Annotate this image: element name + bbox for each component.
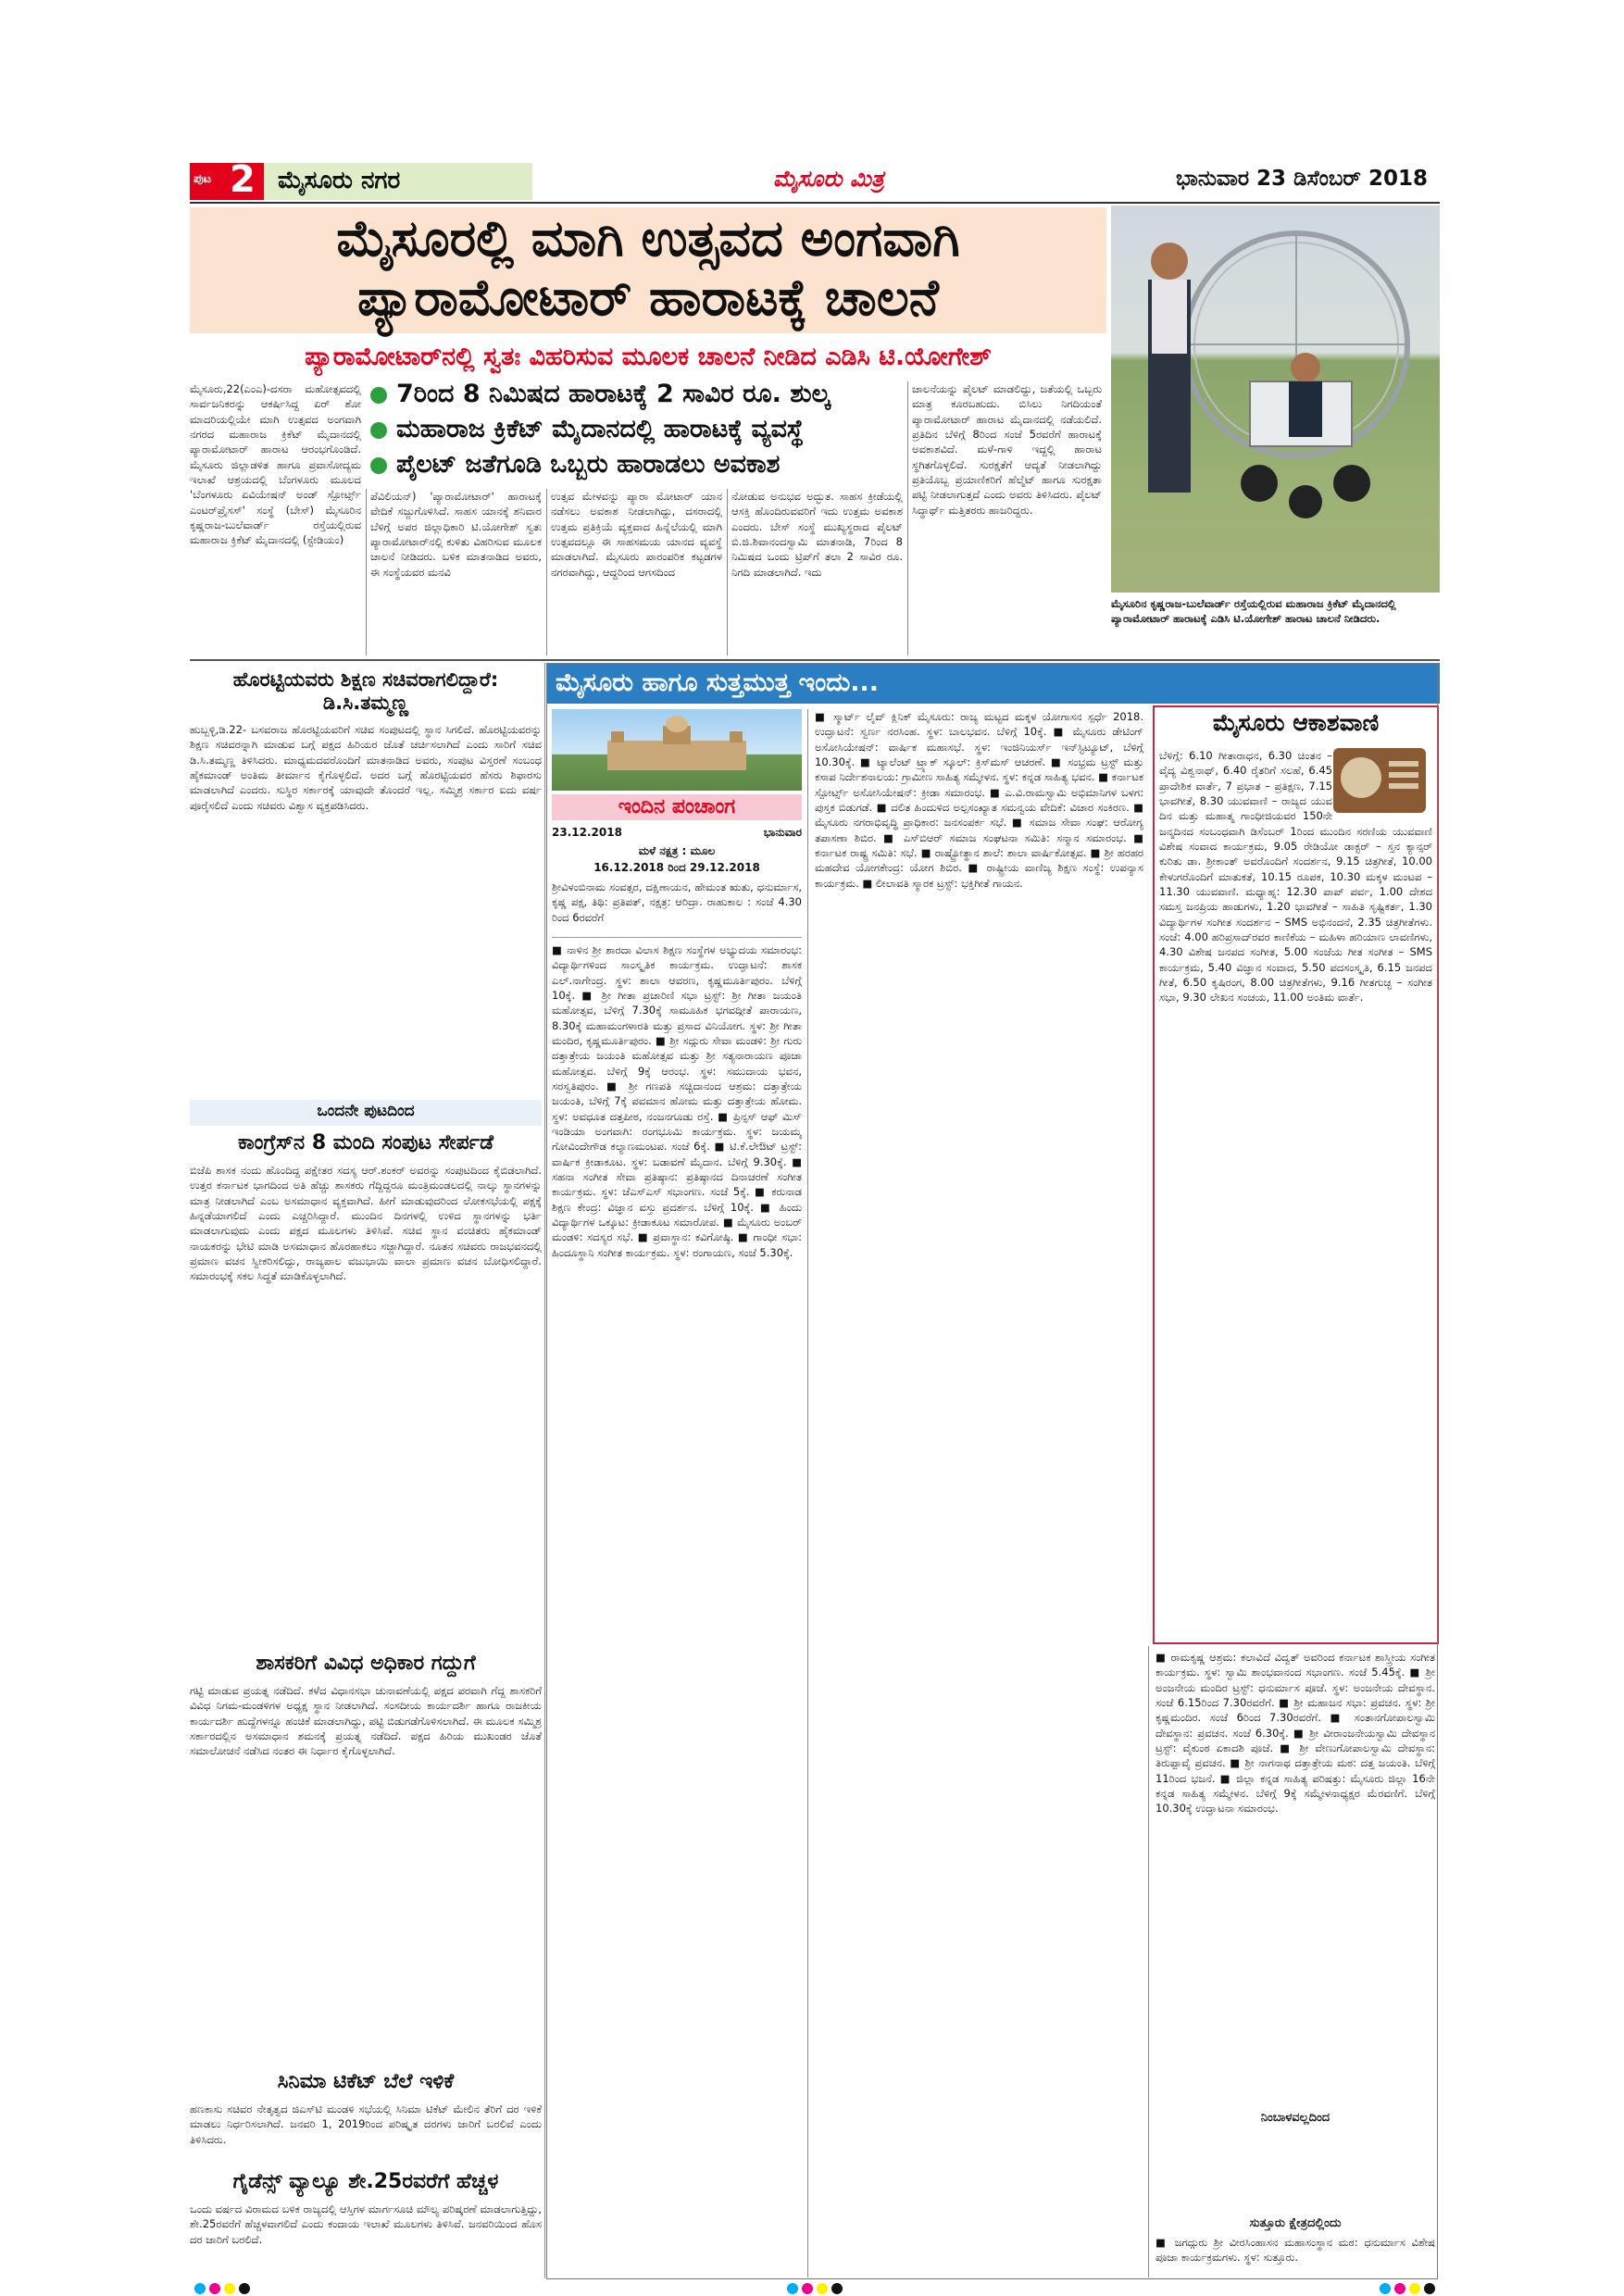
registration-dot-magenta [209, 2283, 220, 2294]
subsection-label: ನಿಂಬಾಳವಲ್ಲದಿಂದ [1260, 2111, 1330, 2125]
radio-schedule-text: ಬೆಳಿಗ್ಗೆ: 6.10 ಗೀತಾರಾಧನ, 6.30 ಚಿಂತನ – ವೈದ್ಯ ವಿಶ್ವನಾಥ್, 6.40 ರೈತರಿಗೆ ಸಲಹೆ, 6.45 ಪ್ರಾದೇಶಿಕ ವಾರ್ತೆ, 7 ಪ್ರಭಾತ – ಪ್ರತಿಕ್ಷಣ, 7.15 ಭಾವಗೀತೆ, 8.30 ಯುವವಾಣಿ – ರಾಜ್ಯದ ಯುವ ದಿನ ಮತ್ತು ಮಹಾತ್ಮ ಗಾಂಧೀಜಿಯವರ 150ನೇ ಜನ್ಮದಿನದ ಸಂಬಂಧವಾಗಿ ಡಿಸೆಂಬರ್ 1ರಿಂದ ಮುಂದಿನ ಸರಣಿಯ ಯುವವಾಣಿ ವಿಶೇಷ ಸಂವಾದ ಕಾರ್ಯಕ್ರಮ, 9.05 ರೇಡಿಯೋ ಡಾಕ್ಟರ್ – ಸ್ತನ ಕ್ಯಾನ್ಸರ್ ಕುರಿತು ಡಾ. ಶ್ರೀಕಾಂತ್ ಅವರೊಂದಿಗೆ ಸಂದರ್ಶನ, 9.15 ಚಿತ್ರಗೀತೆ, 10.00 ಕೇಳುಗರೊಂದಿಗೆ ಮಾತುಕತೆ, 10.15 ರೂಪಕ, 10.30 ಮಕ್ಕಳ ಮಂಟಪ – 11.30 ಯುವವಾಣಿ. ಮಧ್ಯಾಹ್ನ: 12.30 ಪಾಪ್ ಪರ್ವ, 1.00 ದೇಶದ ಸಮಸ್ತ ಜನಪ್ರಿಯ ಹಾಡುಗಳು, 1.20 ಭಾವಗೀತೆ – ಸಾಹಿತಿ ಸೃಷ್ಟಿಕರ್ತ, 1.30 ವಿದ್ಯಾರ್ಥಿಗಳ ಸಂಗೀತ ಸಂದರ್ಶನ – SMS ಅಭಿನಂದನೆ, 2.35 ಚಿತ್ರಗೀತೆಗಳು. ಸಂಜೆ: 4.00 ಹರಿಪ್ರಸಾದ್‌ರವರ ಕಾಣಿಕೆಯ – ಮಹಿಳಾ ಹರಿಯಾಣ ಲಾವಣಿಗಳು, 4.30 ವಿಶೇಷ ಜನಪದ ಸಂಗೀತ, 5.00 ಸಂಜೆಯ ಗೀತ ಸಂಗೀತ – SMS ಕಾರ್ಯಕ್ರಮ, 5.40 ವಿಜ್ಞಾನ ಸಂವಾದ, 5.50 ಪದಸಂಸ್ಕೃತಿ, 6.15 ಜನಪದ ಗೀತೆ, 6.50 ಕೃಷಿರಂಗ, 8.00 ಚಿತ್ರಗೀತೆಗಳು, 9.16 ಗೀತಗುಚ್ಛ – ಸಂಗೀತ ಸಭಾ, 9.30 ಲೇಖನ ಸಂಚಯ, 11.00 ಅಂತಿಮ ವಾರ್ತೆ. [1159, 749, 1432, 1004]
lead-headline-line2: ಪ್ಯಾರಾಮೋಟಾರ್ ಹಾರಾಟಕ್ಕೆ ಚಾಲನೆ [357, 268, 939, 327]
story-hubballi-title: ಹೊರಟ್ಟಿಯವರು ಶಿಕ್ಷಣ ಸಚಿವರಾಗಲಿದ್ದಾರೆ: ಡಿ.ಸಿ.ತಮ್ಮಣ್ಣ [232, 668, 499, 714]
mysore-palace-photo [552, 709, 802, 791]
lead-bullet-2: ಮಹಾರಾಜ ಕ್ರಿಕೆಟ್ ಮೈದಾನದಲ್ಲಿ ಹಾರಾಟಕ್ಕೆ ವ್ಯವಸ್ಥೆ [370, 415, 804, 444]
panchanga-range: 16.12.2018 ರಿಂದ 29.12.2018 [593, 861, 760, 874]
story-guidance-value-title: ಗೈಡೆನ್ಸ್ ವ್ಯಾಲ್ಯೂ ಶೇ.25ರವರೆಗೆ ಹೆಚ್ಚಳ [232, 2170, 499, 2193]
paramotor-photo [1111, 206, 1440, 593]
lead-body-col3: ಉತ್ಸವ ಮೇಳವನ್ನು ಪ್ಯಾರಾ ಮೋಟಾರ್ ಯಾನ ನಡೆಸಲು ಅವಕಾಶ ನೀಡಲಾಗಿದ್ದು, ದಸರಾದಲ್ಲಿ ಉತ್ತಮ ಪ್ರತಿಕ್ರಿಯೆ ವ್ಯಕ್ತವಾದ ಹಿನ್ನೆಲೆಯಲ್ಲಿ ಮಾಗಿ ಉತ್ಸವದಲ್ಲೂ ಈ ಸಾಹಸಮಯ ಯಾನದ ವ್ಯವಸ್ಥೆ ಮಾಡಲಾಗಿದೆ. ಮೈಸೂರು ಪಾರಂಪರಿಕ ಕಟ್ಟಡಗಳ ನಗರವಾಗಿದ್ದು, ಆದ್ದರಿಂದ ಆಗಸದಿಂದ [551, 490, 722, 579]
column-rule [544, 663, 545, 2278]
registration-dot-yellow [224, 2283, 235, 2294]
bullet-dot-icon [370, 422, 387, 439]
column-rule [366, 489, 367, 655]
events-column-c: ■ ರಾಮಕೃಷ್ಣ ಆಶ್ರಮ: ಕಲಾವಿದೆ ವಿದ್ವತ್ ಅವರಿಂದ ಕರ್ನಾಟಕ ಶಾಸ್ತ್ರೀಯ ಸಂಗೀತ ಕಾರ್ಯಕ್ರಮ. ಸ್ಥಳ: ಸ್ವಾಮಿ ಶಾಂಭವಾನಂದ ಸಭಾಂಗಣ. ಸಂಜೆ 5.45ಕ್ಕೆ. ■ ಶ್ರೀ ಅಂಜನೇಯ ಮಂದಿರ ಟ್ರಸ್ಟ್: ಧನುರ್ಮಾಸ ಪೂಜೆ. ಸ್ಥಳ: ಅಂಜನೇಯ ದೇವಸ್ಥಾನ. ಸಂಜೆ 6.15ರಿಂದ 7.30ರವರೆಗೆ. ■ ಶ್ರೀ ಮಹಾಜನ ಸಭಾ: ಪ್ರವಚನ. ಸ್ಥಳ: ಶ್ರೀ ಕೃಷ್ಣಮಂದಿರ. ಸಂಜೆ 6ರಿಂದ 7.30ರವರೆಗೆ. ■ ಸಂತಾನಗೋಪಾಲಸ್ವಾಮಿ ದೇವಸ್ಥಾನ: ಪ್ರವಚನ. ಸಂಜೆ 6.30ಕ್ಕೆ. ■ ಶ್ರೀ ವೀರಾಂಜನೇಯಸ್ವಾಮಿ ದೇವಸ್ಥಾನ ಟ್ರಸ್ಟ್: ವೈಕುಂಠ ಏಕಾದಶಿ ಪೂಜೆ. ■ ಶ್ರೀ ವೇಣುಗೋಪಾಲಸ್ವಾಮಿ ದೇವಸ್ಥಾನ: ತಿರುಪ್ಪಾವೈ ಪ್ರವಚನ. ■ ಶ್ರೀ ನಾಗನಾಥ ದತ್ತಾತ್ರೇಯ ಮಠ: ದತ್ತ ಜಯಂತಿ. ಬೆಳಿಗ್ಗೆ 11ರಿಂದ ಭಜನೆ. ■ ಜಿಲ್ಲಾ ಕನ್ನಡ ಸಾಹಿತ್ಯ ಪರಿಷತ್ತು: ಮೈಸೂರು ಜಿಲ್ಲಾ 16ನೇ ಕನ್ನಡ ಸಾಹಿತ್ಯ ಸಮ್ಮೇಳನ. ಬೆಳಿಗ್ಗೆ 9ಕ್ಕೆ ಸಮ್ಮೇಳನಾಧ್ಯಕ್ಷರ ಮೆರವಣಿಗೆ. ಬೆಳಿಗ್ಗೆ 10.30ಕ್ಕೆ ಉದ್ಘಾಟನಾ ಸಮಾರಂಭ. [1156, 1651, 1435, 1816]
lead-bullet-1: 7ರಿಂದ 8 ನಿಮಿಷದ ಹಾರಾಟಕ್ಕೆ 2 ಸಾವಿರ ರೂ. ಶುಲ್ಕ [370, 380, 831, 409]
masthead: ಮೈಸೂರು ಮಿತ್ರ [773, 165, 884, 192]
registration-dot-black [831, 2283, 843, 2294]
story-guidance-value-body: ಒಂದು ವರ್ಷದ ವಿರಾಮದ ಬಳಿಕ ರಾಜ್ಯದಲ್ಲಿ ಆಸ್ತಿಗಳ ಮಾರ್ಗಸೂಚಿ ಮೌಲ್ಯ ಪರಿಷ್ಕರಣೆ ಮಾಡಲಾಗುತ್ತಿದ್ದು, ಶೇ.25ರವರೆಗೆ ಹೆಚ್ಚಳವಾಗಲಿದೆ ಎಂದು ಕಂದಾಯ ಇಲಾಖೆ ಮೂಲಗಳು ತಿಳಿಸಿವೆ. ಜನವರಿಯಿಂದ ಹೊಸ ದರ ಜಾರಿಗೆ ಬರಲಿದೆ. [190, 2202, 542, 2246]
column-rule [1148, 1646, 1149, 2277]
registration-dot-cyan [787, 2283, 798, 2294]
registration-dot-yellow [1409, 2283, 1420, 2294]
lead-body-col4: ನೋಡುವ ಅನುಭವ ಅದ್ಭುತ. ಸಾಹಸ ಕ್ರೀಡೆಯಲ್ಲಿ ಆಸಕ್ತಿ ಹೊಂದಿರುವವರಿಗೆ ಇದು ಉತ್ತಮ ಅವಕಾಶ ಎಂದರು. ಬೇಸ್ ಸಂಸ್ಥೆ ಮುಖ್ಯಸ್ಥರಾದ ಪೈಲಟ್ ಬಿ.ಜಿ.ಶಿವಾನಂದಸ್ವಾಮಿ ಮಾತನಾಡಿ, 7ರಿಂದ 8 ನಿಮಿಷದ ಒಂದು ಟ್ರಿಪ್‌ಗೆ ತಲಾ 2 ಸಾವಿರ ರೂ. ನಿಗದಿ ಮಾಡಲಾಗಿದೆ. ಇದು [731, 490, 903, 579]
story-hubballi-body: ಹುಬ್ಬಳ್ಳಿ,ಡಿ.22- ಬಸವರಾಜ ಹೊರಟ್ಟಿಯವರಿಗೆ ಸಚಿವ ಸಂಪುಟದಲ್ಲಿ ಸ್ಥಾನ ಸಿಗಲಿದೆ. ಹೊರಟ್ಟಿಯವರನ್ನು ಶಿಕ್ಷಣ ಸಚಿವರನ್ನಾಗಿ ಮಾಡುವ ಬಗ್ಗೆ ಪಕ್ಷದ ಹಿರಿಯರ ಜೊತೆ ಚರ್ಚಿಸಲಾಗಿದೆ ಎಂದು ಸಾರಿಗೆ ಸಚಿವ ಡಿ.ಸಿ.ತಮ್ಮಣ್ಣ ತಿಳಿಸಿದರು. ಮಾಧ್ಯಮದವರೊಂದಿಗೆ ಮಾತನಾಡಿದ ಅವರು, ಸಂಪುಟ ವಿಸ್ತರಣೆ ಸಂಬಂಧ ಹೈಕಮಾಂಡ್ ಅಂತಿಮ ತೀರ್ಮಾನ ಕೈಗೊಳ್ಳಲಿದೆ. ಅದರ ಬಗ್ಗೆ ಹೊರಟ್ಟಿಯವರ ಹೆಸರು ಶಿಫಾರಸು ಮಾಡಲಾಗಿದೆ ಎಂದರು. ಸುಸ್ಥಿರ ಸರ್ಕಾರಕ್ಕೆ ಯಾವುದೇ ತೊಂದರೆ ಇಲ್ಲ. ಸಮ್ಮಿಶ್ರ ಸರ್ಕಾರ ಐದು ವರ್ಷ ಪೂರೈಸಲಿದೆ ಎಂದು ಸಚಿವರು ವಿಶ್ವಾಸ ವ್ಯಕ್ತಪಡಿಸಿದರು. [190, 723, 542, 812]
radio-box-title: ಮೈಸೂರು ಆಕಾಶವಾಣಿ [1212, 709, 1380, 736]
lead-bullet-3: ಪೈಲಟ್ ಜತೆಗೂಡಿ ಒಬ್ಬರು ಹಾರಾಡಲು ಅವಕಾಶ [370, 450, 780, 480]
panchanga-text: ಶ್ರೀವಿಳಂಬಿನಾಮ ಸಂವತ್ಸರ, ದಕ್ಷಿಣಾಯನ, ಹೇಮಂತ ಋತು, ಧನುರ್ಮಾಸ, ಕೃಷ್ಣ ಪಕ್ಷ, ತಿಥಿ: ಪ್ರತಿಪತ್, ನಕ್ಷತ್ರ: ಆರಿದ್ರಾ. ರಾಹುಕಾಲ : ಸಂಜೆ 4.30 ರಿಂದ 6ರವರೆಗೆ [552, 880, 802, 924]
panchanga-date: 23.12.2018 [552, 826, 622, 839]
lead-headline [190, 209, 1106, 328]
panchanga-title: ಇಂದಿನ ಪಂಚಾಂಗ [618, 795, 736, 818]
header-rule [190, 202, 1440, 204]
registration-dot-magenta [1394, 2283, 1405, 2294]
section-title: ಮೈಸೂರು ನಗರ [278, 167, 401, 194]
registration-dot-magenta [802, 2283, 813, 2294]
panchanga-dates [552, 826, 802, 840]
registration-dot-yellow [817, 2283, 828, 2294]
page-number: 2 [230, 158, 256, 201]
panchanga-nakshatra: ಮಳೆ ನಕ್ಷತ್ರ : ಮೂಲ [638, 844, 716, 857]
events-column-a: ■ ನಾಳಿನ ಶ್ರೀ ಶಾರದಾ ವಿಲಾಸ ಶಿಕ್ಷಣ ಸಂಸ್ಥೆಗಳ ಅಭ್ಯುದಯ ಸಮಾರಂಭ: ವಿದ್ಯಾರ್ಥಿಗಳಿಂದ ಸಾಂಸ್ಕೃತಿಕ ಕಾರ್ಯಕ್ರಮ. ಉದ್ಘಾಟನೆ: ಶಾಸಕ ಎಲ್.ನಾಗೇಂದ್ರ. ಸ್ಥಳ: ಶಾಲಾ ಆವರಣ, ಕೃಷ್ಣಮೂರ್ತಿಪುರಂ. ಬೆಳಿಗ್ಗೆ 10ಕ್ಕೆ. ■ ಶ್ರೀ ಗೀತಾ ಪ್ರಚಾರಿಣಿ ಸಭಾ ಟ್ರಸ್ಟ್: ಶ್ರೀ ಗೀತಾ ಜಯಂತಿ ಮಹೋತ್ಸವ, ಬೆಳಿಗ್ಗೆ 7.30ಕ್ಕೆ ಸಾಮೂಹಿಕ ಭಗವದ್ಗೀತೆ ಪಾರಾಯಣ, 8.30ಕ್ಕೆ ಮಹಾಮಂಗಳಾರತಿ ಮತ್ತು ಪ್ರಸಾದ ವಿನಿಯೋಗ. ಸ್ಥಳ: ಶ್ರೀ ಗೀತಾ ಮಂದಿರ, ಕೃಷ್ಣಮೂರ್ತಿಪುರಂ. ■ ಶ್ರೀ ಸದ್ಗುರು ಸೇವಾ ಮಂಡಳಿ: ಶ್ರೀ ಗುರು ದತ್ತಾತ್ರೇಯ ಜಯಂತಿ ಮಹೋತ್ಸವ ಮತ್ತು ಶ್ರೀ ಸತ್ಯನಾರಾಯಣ ಪೂಜಾ ಮಹೋತ್ಸವ. ಬೆಳಿಗ್ಗೆ 9ಕ್ಕೆ ಆರಂಭ. ಸ್ಥಳ: ಸಮುದಾಯ ಭವನ, ಸರಸ್ವತಿಪುರಂ. ■ ಶ್ರೀ ಗಣಪತಿ ಸಚ್ಚಿದಾನಂದ ಆಶ್ರಮ: ದತ್ತಾತ್ರೇಯ ಜಯಂತಿ, ಬೆಳಿಗ್ಗೆ 7ಕ್ಕೆ ಪವಮಾನ ಹೋಮ ಮತ್ತು ದತ್ತಾತ್ರೇಯ ಹೋಮ. ಸ್ಥಳ: ಅವಧೂತ ದತ್ತಪೀಠ, ನಂಜನಗೂಡು ರಸ್ತೆ. ■ ಪ್ರಿನ್ಸಸ್ ಆಫ್ ಮಿಸ್ ಇಂಡಿಯಾ ಅಂಗವಾಗಿ: ರಂಗಭೂಮಿ ಕಾರ್ಯಕ್ರಮ. ಸ್ಥಳ: ಜಯಮ್ಮ ಗೋವಿಂದೇಗೌಡ ಕಲ್ಯಾಣಮಂಟಪ. ಸಂಜೆ 6ಕ್ಕೆ. ■ ಟಿ.ಕೆ.ಲೇಔಟ್ ಟ್ರಸ್ಟ್: ವಾರ್ಷಿಕ ಕ್ರೀಡಾಕೂಟ. ಸ್ಥಳ: ಬಡಾವಣೆ ಮೈದಾನ. ಬೆಳಿಗ್ಗೆ 9.30ಕ್ಕೆ. ■ ಸಹನಾ ಸಂಗೀತ ಸೇವಾ ಪ್ರತಿಷ್ಠಾನ: ಪ್ರತಿಷ್ಠಾನದ ದಿನಾಚರಣೆ ಸಂಗೀತ ಕಾರ್ಯಕ್ರಮ. ಸ್ಥಳ: ಜೆಎಸ್‌ಎಸ್ ಸಭಾಂಗಣ. ಸಂಜೆ 5ಕ್ಕೆ. ■ ಕರುನಾಡ ಶಿಕ್ಷಣ ಕೇಂದ್ರ: ವಿಜ್ಞಾನ ವಸ್ತು ಪ್ರದರ್ಶನ. ಬೆಳಿಗ್ಗೆ 10ಕ್ಕೆ. ■ ಹಿಂದು ವಿದ್ಯಾರ್ಥಿಗಳ ಒಕ್ಕೂಟ: ಕ್ರೀಡಾಕೂಟ ಸಮಾರೋಪ. ■ ಮೈಸೂರು ಅಂಬರ್ ಮಂಡಳಿ: ಸದಸ್ಯರ ಸಭೆ. ■ ಪ್ರವಾಸ್ಥಾನ: ಕವಿಗೋಷ್ಠಿ. ■ ಗಾಂಧೀ ಸಭಾ: ಹಿಂದೂಸ್ಥಾನಿ ಸಂಗೀತ ಕಾರ್ಯಕ್ರಮ. ಸ್ಥಳ: ರಂಗಾಯಣ, ಸಂಜೆ 5.30ಕ್ಕೆ. [552, 943, 802, 1259]
bullet-dot-icon [370, 387, 387, 404]
registration-dot-cyan [1380, 2283, 1391, 2294]
registration-dot-cyan [194, 2283, 206, 2294]
story-cabinet-body: ಬಿಜೆಪಿ ಶಾಸಕ ನಂದು ಹೊಂದಿದ್ದ ಪಕ್ಷೇತರ ಸದಸ್ಯ ಆರ್.ಶಂಕರ್ ಅವರನ್ನು ಸಂಪುಟದಿಂದ ಕೈಬಿಡಲಾಗಿದೆ. ಉತ್ತರ ಕರ್ನಾಟಕ ಭಾಗದಿಂದ ಅತಿ ಹೆಚ್ಚು ಶಾಸಕರು ಗೆದ್ದಿದ್ದರೂ ಮಂತ್ರಿಮಂಡಲದಲ್ಲಿ ನಾಲ್ಕು ಸ್ಥಾನಗಳನ್ನು ಮಾತ್ರ ನೀಡಲಾಗಿದೆ ಎಂಬ ಅಸಮಾಧಾನ ವ್ಯಕ್ತವಾಗಿದೆ. ಹೀಗೆ ಮಾಡುವುದರಿಂದ ಲೋಕಸಭೆಯಲ್ಲಿ ಪಕ್ಷಕ್ಕೆ ಹಿನ್ನಡೆಯಾಗಲಿದೆ ಎಂದು ಎಚ್ಚರಿಸಿದ್ದಾರೆ. ಮುಂದಿನ ದಿನಗಳಲ್ಲಿ ಉಳಿದ ಸ್ಥಾನಗಳನ್ನು ಭರ್ತಿ ಮಾಡಲಾಗುವುದು ಎಂದು ಪಕ್ಷದ ಮೂಲಗಳು ತಿಳಿಸಿವೆ. ಸಚಿವ ಸ್ಥಾನ ವಂಚಿತರು ಹೈಕಮಾಂಡ್ ನಾಯಕರನ್ನು ಭೇಟಿ ಮಾಡಿ ಅಸಮಾಧಾನ ಹೊರಹಾಕಲು ಸಜ್ಜಾಗಿದ್ದಾರೆ. ನೂತನ ಸಚಿವರು ರಾಜಭವನದಲ್ಲಿ ಪ್ರಮಾಣ ವಚನ ಸ್ವೀಕರಿಸಲಿದ್ದು, ರಾಜ್ಯಪಾಲ ವಜುಭಾಯಿ ವಾಲಾ ಪ್ರಮಾಣ ವಚನ ಬೋಧಿಸಲಿದ್ದಾರೆ. ಸಮಾರಂಭಕ್ಕೆ ಸಕಲ ಸಿದ್ಧತೆ ಮಾಡಿಕೊಳ್ಳಲಾಗಿದೆ. [190, 1164, 542, 1283]
lead-body-col2: ಪೆವಿಲಿಯನ್) 'ಪ್ಯಾರಾಮೋಟಾರ್' ಹಾರಾಟಕ್ಕೆ ವೇದಿಕೆ ಸಜ್ಜುಗೊಳಿಸಿದೆ. ಸಾಹಸ ಯಾನಕ್ಕೆ ಶನಿವಾರ ಬೆಳಿಗ್ಗೆ ಅಪರ ಜಿಲ್ಲಾಧಿಕಾರಿ ಟಿ.ಯೋಗೇಶ್ ಸ್ವತಃ ಪ್ಯಾರಾಮೋಟಾರ್‌ನಲ್ಲಿ ಕುಳಿತು ವಿಹರಿಸುವ ಮೂಲಕ ಚಾಲನೆ ನೀಡಿದರು. ಬಳಿಕ ಮಾತನಾಡಿದ ಅವರು, ಈ ಸಂಸ್ಥೆಯವರ ಮನವಿ [370, 490, 542, 579]
suttur-events: ■ ಜಗದ್ಗುರು ಶ್ರೀ ವೀರಸಿಂಹಾಸನ ಮಹಾಸಂಸ್ಥಾನ ಮಠ: ಧನುರ್ಮಾಸ ವಿಶೇಷ ಪೂಜಾ ಕಾರ್ಯಕ್ರಮಗಳು. ಸ್ಥಳ: ಸುತ್ತೂರು. [1156, 2236, 1435, 2265]
panchanga-divider [552, 937, 802, 938]
today-box-title: ಮೈಸೂರು ಹಾಗೂ ಸುತ್ತಮುತ್ತ ಇಂದು... [556, 668, 879, 697]
issue-date: ಭಾನುವಾರ 23 ಡಿಸೆಂಬರ್ 2018 [1176, 167, 1429, 191]
story-mla-posts-title: ಶಾಸಕರಿಗೆ ವಿವಿಧ ಅಧಿಕಾರ ಗದ್ದುಗೆ [256, 1652, 476, 1675]
suttur-label: ಸುತ್ತೂರು ಕ್ಷೇತ್ರದಲ್ಲಿಂದು [1249, 2216, 1342, 2230]
column-rule [727, 489, 728, 655]
lead-subtitle: ಪ್ಯಾರಾಮೋಟಾರ್‌ನಲ್ಲಿ ಸ್ವತಃ ವಿಹರಿಸುವ ಮೂಲಕ ಚಾಲನೆ ನೀಡಿದ ಎಡಿಸಿ ಟಿ.ಯೋಗೇಶ್ [305, 343, 992, 371]
column-rule [546, 489, 547, 655]
story-cinema-ticket-title: ಸಿನಿಮಾ ಟಿಕೆಟ್ ಬೆಲೆ ಇಳಿಕೆ [277, 2070, 455, 2093]
lead-headline-line1: ಮೈಸೂರಲ್ಲಿ ಮಾಗಿ ಉತ್ಸವದ ಅಂಗವಾಗಿ [336, 209, 960, 268]
page-label: ಪುಟ [194, 172, 212, 186]
section-divider [190, 659, 1440, 661]
paramotor-illustration [1111, 206, 1440, 593]
photo-caption: ಮೈಸೂರಿನ ಕೃಷ್ಣರಾಜ-ಬುಲೆವಾರ್ಡ್ ರಸ್ತೆಯಲ್ಲಿರುವ ಮಹಾರಾಜ ಕ್ರಿಕೆಟ್ ಮೈದಾನದಲ್ಲಿ ಪ್ಯಾರಾಮೋಟಾರ್ ಹಾರಾಟಕ್ಕೆ ಎಡಿಸಿ ಟಿ.ಯೋಗೇಶ್ ಹಾರಾಟ ಚಾಲನೆ ನೀಡಿದರು. [1111, 597, 1396, 626]
bullet-dot-icon [370, 457, 387, 474]
column-rule [907, 381, 908, 655]
column-rule [807, 709, 808, 2277]
panchanga-day: ಭಾನುವಾರ [763, 826, 802, 839]
continued-label: ಒಂದನೇ ಪುಟದಿಂದ [317, 1102, 415, 1120]
lead-body-col1: ಮೈಸೂರು,22(ಎಂಎ)-ದಸರಾ ಮಹೋತ್ಸವದಲ್ಲಿ ಸಾರ್ವಜನಿಕರನ್ನು ಆಕರ್ಷಿಸಿದ್ದ ಏರ್ ಶೋ ಮಾದರಿಯಲ್ಲಿಯೇ ಮಾಗಿ ಉತ್ಸವದ ಅಂಗವಾಗಿ ನಗರದ ಮಹಾರಾಜ ಕ್ರಿಕೆಟ್ ಮೈದಾನದಲ್ಲಿ ಪ್ಯಾರಾಮೋಟಾರ್ ಹಾರಾಟ ಆರಂಭಗೊಂಡಿದೆ. ಮೈಸೂರು ಜಿಲ್ಲಾಡಳಿತ ಹಾಗೂ ಪ್ರವಾಸೋದ್ಯಮ ಇಲಾಖೆ ಆಶ್ರಯದಲ್ಲಿ ಬೆಂಗಳೂರು ಮೂಲದ 'ಬೆಂಗಳೂರು ಏವಿಯೇಷನ್ ಅಂಡ್ ಸ್ಪೋರ್ಟ್ಸ್ ಎಂಟರ್‌ಪ್ರೈಸಸ್' ಸಂಸ್ಥೆ (ಬೇಸ್) ಮೈಸೂರಿನ ಕೃಷ್ಣರಾಜ-ಬುಲೆವಾರ್ಡ್ ರಸ್ತೆಯಲ್ಲಿರುವ ಮಹಾರಾಜ ಕ್ರಿಕೆಟ್ ಮೈದಾನದಲ್ಲಿ (ಸ್ಟೇಡಿಯಂ) [190, 382, 361, 547]
palace-illustration [552, 709, 802, 791]
radio-schedule [1159, 748, 1432, 1637]
events-column-b: ■ ಸ್ಮಾರ್ಟ್ ಲೈವ್ ಕ್ಲಿನಿಕ್ ಮೈಸೂರು: ರಾಜ್ಯ ಮಟ್ಟದ ಮಕ್ಕಳ ಯೋಗಾಸನ ಸ್ಪರ್ಧೆ 2018. ಉದ್ಘಾಟನೆ: ಸ್ವರ್ಣ ನರಸಿಂಹ. ಸ್ಥಳ: ಬಾಲಭವನ. ಬೆಳಿಗ್ಗೆ 10ಕ್ಕೆ. ■ ಮೈಸೂರು ಡೇಟಿಂಗ್ ಅಸೋಸಿಯೇಷನ್: ವಾರ್ಷಿಕ ಮಹಾಸಭೆ. ಸ್ಥಳ: ಇಂಜಿನಿಯರ್ಸ್ ಇನ್‌ಸ್ಟಿಟ್ಯೂಟ್, ಬೆಳಿಗ್ಗೆ 10.30ಕ್ಕೆ. ■ ಟ್ಯಾಲೆಂಟ್ ಟ್ರ್ಯಾಕ್ ಸ್ಕೂಲ್: ಕ್ರಿಸ್‌ಮಸ್ ಆಚರಣೆ. ■ ಸಂಭ್ರಮ ಟ್ರಸ್ಟ್ ಮತ್ತು ಕಸಾಪ ನಿರ್ದೇಶನಾಲಯ: ಗ್ರಾಮೀಣ ಸಾಹಿತ್ಯ ಸಮ್ಮೇಳನ. ಸ್ಥಳ: ಕನ್ನಡ ಸಾಹಿತ್ಯ ಭವನ. ■ ಕರ್ನಾಟಕ ಸ್ಪೋರ್ಟ್ಸ್ ಅಸೋಸಿಯೇಷನ್: ಕ್ರೀಡಾ ಸಮಾರಂಭ. ■ ಎ.ವಿ.ರಾಮಸ್ವಾಮಿ ಅಭಿಮಾನಿಗಳ ಬಳಗ: ಪುಸ್ತಕ ಬಿಡುಗಡೆ. ■ ದಲಿತ ಹಿಂದುಳಿದ ಅಲ್ಪಸಂಖ್ಯಾತ ಸಮನ್ವಯ ವೇದಿಕೆ: ವಿಚಾರ ಸಂಕಿರಣ. ■ ಮೈಸೂರು ನಗರಾಭಿವೃದ್ಧಿ ಪ್ರಾಧಿಕಾರ: ಜನಸಂಪರ್ಕ ಸಭೆ. ■ ಸಮಾಜ ಸೇವಾ ಸಂಘ: ಆರೋಗ್ಯ ತಪಾಸಣಾ ಶಿಬಿರ. ■ ಎಸ್‌ಬಿಆರ್ ಸಮಾಜ ಸಂಘಟನಾ ಸಮಿತಿ: ಸನ್ಮಾನ ಸಮಾರಂಭ. ■ ಕರ್ನಾಟಕ ರಾಷ್ಟ್ರ ಸಮಿತಿ: ಸಭೆ. ■ ರಾಷ್ಟ್ರೋತ್ಥಾನ ಶಾಲೆ: ಶಾಲಾ ವಾರ್ಷಿಕೋತ್ಸವ. ■ ಶ್ರೀ ಹರಹರ ಮಹದೇವ ಯೋಗಕೇಂದ್ರ: ಯೋಗ ಶಿಬಿರ. ■ ರಾಷ್ಟ್ರೀಯ ವಾಣಿಜ್ಯ ಶಿಕ್ಷಣ ಸಂಸ್ಥೆ: ಉಪನ್ಯಾಸ ಕಾರ್ಯಕ್ರಮ. ■ ಲೀಲಾವತಿ ಸ್ಮಾರಕ ಟ್ರಸ್ಟ್: ಭಕ್ತಿಗೀತೆ ಗಾಯನ. [815, 710, 1143, 890]
registration-dot-black [239, 2283, 250, 2294]
story-mla-posts-body: ಗಟ್ಟಿ ಮಾಡುವ ಪ್ರಯತ್ನ ನಡೆದಿದೆ. ಕಳೆದ ವಿಧಾನಸಭಾ ಚುನಾವಣೆಯಲ್ಲಿ ಪಕ್ಷದ ಪರವಾಗಿ ಗೆದ್ದ ಶಾಸಕರಿಗೆ ವಿವಿಧ ನಿಗಮ-ಮಂಡಳಿಗಳ ಅಧ್ಯಕ್ಷ ಸ್ಥಾನ ನೀಡಲಾಗಿದೆ. ಸಂಸದೀಯ ಕಾರ್ಯದರ್ಶಿ ಹಾಗೂ ರಾಜಕೀಯ ಕಾರ್ಯದರ್ಶಿ ಹುದ್ದೆಗಳನ್ನೂ ಹಂಚಿಕೆ ಮಾಡಲಾಗಿದ್ದು, ಪಟ್ಟಿ ಬಿಡುಗಡೆಗೊಳಿಸಲಾಗಿದೆ. ಈ ಮೂಲಕ ಸಮ್ಮಿಶ್ರ ಸರ್ಕಾರದಲ್ಲಿನ ಅಸಮಾಧಾನ ಶಮನಕ್ಕೆ ಪ್ರಯತ್ನ ನಡೆದಿದೆ. ಪಕ್ಷದ ಹಿರಿಯ ಮುಖಂಡರ ಜೊತೆ ಸಮಾಲೋಚನೆ ನಡೆಸಿದ ನಂತರ ಈ ನಿರ್ಧಾರ ಕೈಗೊಳ್ಳಲಾಗಿದೆ. [190, 1684, 542, 1758]
lead-body-col5: ಚಾಲನೆಯನ್ನು ಪೈಲಟ್ ಮಾಡಲಿದ್ದು, ಜತೆಯಲ್ಲಿ ಒಬ್ಬರು ಮಾತ್ರ ಕೂರಬಹುದು. ಬಿಸಿಲು ನಿಗದಿಯಂತೆ ಪ್ಯಾರಾಮೋಟಾರ್ ಹಾರಾಟ ಮೈದಾನದಲ್ಲಿ ನಡೆಯಲಿದೆ. ಪ್ರತಿದಿನ ಬೆಳಿಗ್ಗೆ 8ರಿಂದ ಸಂಜೆ 5ರವರೆಗೆ ಹಾರಾಟಕ್ಕೆ ಅವಕಾಶವಿದೆ. ಮಳೆ-ಗಾಳಿ ಇದ್ದಲ್ಲಿ ಹಾರಾಟ ಸ್ಥಗಿತಗೊಳ್ಳಲಿದೆ. ಸುರಕ್ಷತೆಗೆ ಆದ್ಯತೆ ನೀಡಲಾಗಿದ್ದು ಪ್ರತಿಯೊಬ್ಬ ಪ್ರಯಾಣಿಕರಿಗೆ ಹೆಲ್ಮೆಟ್ ಹಾಗೂ ಸುರಕ್ಷತಾ ಪಟ್ಟಿ ನೀಡಲಾಗುತ್ತದೆ ಎಂದು ಅವರು ತಿಳಿಸಿದರು. ಪೈಲಟ್ ಸಿದ್ಧಾರ್ಥ್ ಮತ್ತಿತರರು ಹಾಜರಿದ್ದರು. [912, 382, 1102, 517]
story-cabinet-title: ಕಾಂಗ್ರೆಸ್‌ನ 8 ಮಂದಿ ಸಂಪುಟ ಸೇರ್ಪಡೆ [238, 1131, 493, 1154]
story-cinema-ticket-body: ಹಣಕಾಸು ಸಚಿವರ ನೇತೃತ್ವದ ಜಿಎಸ್‌ಟಿ ಮಂಡಳಿ ಸಭೆಯಲ್ಲಿ ಸಿನಿಮಾ ಟಿಕೆಟ್ ಮೇಲಿನ ತೆರಿಗೆ ದರ ಇಳಿಕೆ ಮಾಡಲು ನಿರ್ಧರಿಸಲಾಗಿದೆ. ಜನವರಿ 1, 2019ರಿಂದ ಪರಿಷ್ಕೃತ ದರಗಳು ಜಾರಿಗೆ ಬರಲಿವೆ ಎಂದು ತಿಳಿಸಿದರು. [190, 2103, 542, 2146]
registration-dot-black [1424, 2283, 1435, 2294]
